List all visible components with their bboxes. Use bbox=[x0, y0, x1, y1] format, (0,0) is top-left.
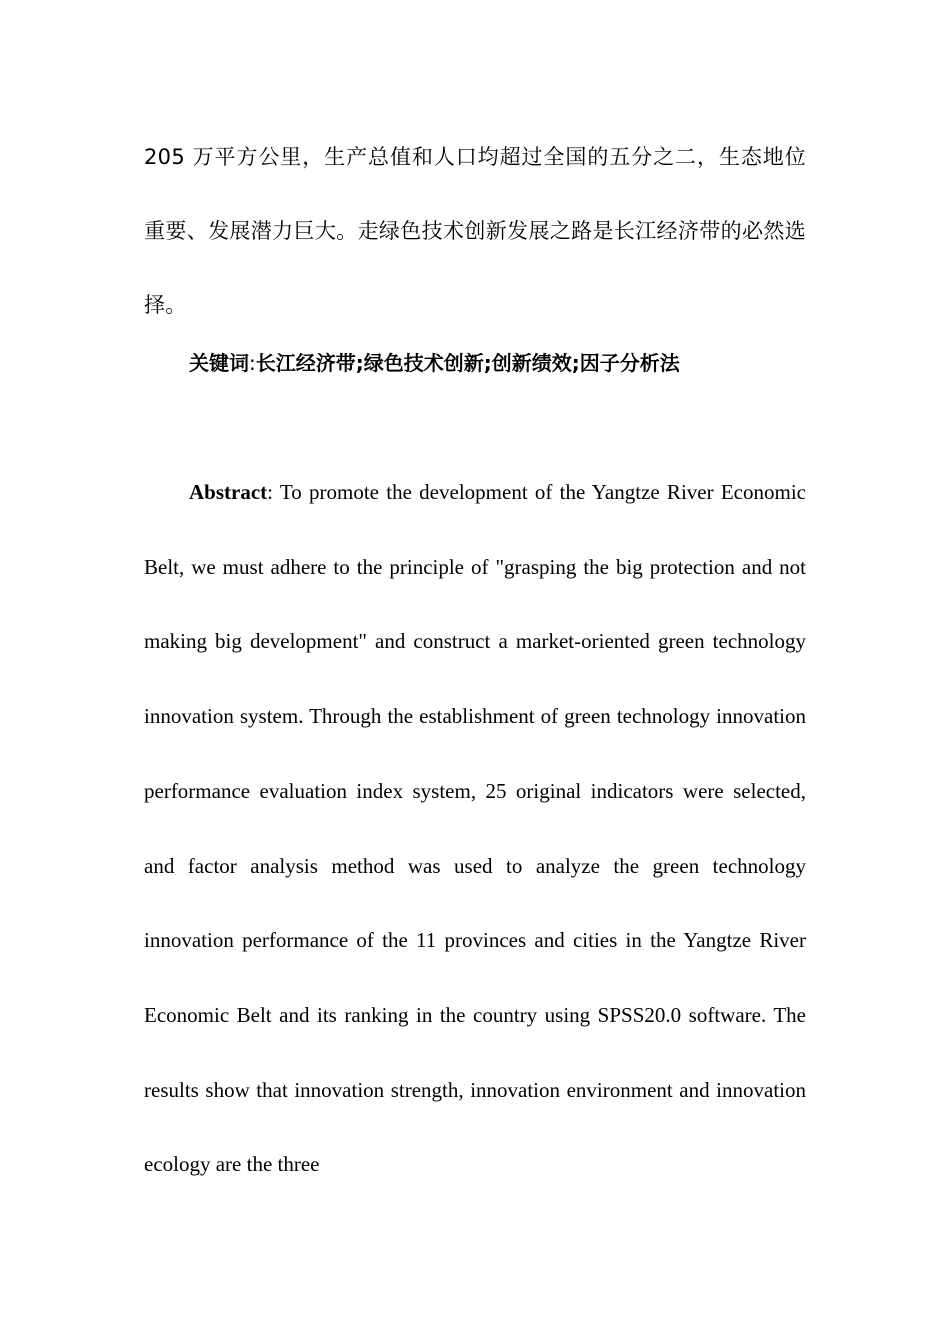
abstract-label: Abstract bbox=[189, 480, 268, 504]
abstract-paragraph bbox=[144, 455, 806, 1202]
keywords-label: 关键词 bbox=[189, 351, 249, 375]
abstract-separator: : bbox=[267, 480, 280, 504]
keywords-line bbox=[144, 347, 829, 379]
document-page bbox=[144, 120, 806, 1177]
keywords-separator: : bbox=[249, 351, 256, 375]
chinese-body-paragraph: 205 万平方公里，生产总值和人口均超过全国的五分之二，生态地位重要、发展潜力巨大。走绿色技术创新发展之路是长江经济带的必然选择。 bbox=[144, 145, 806, 317]
abstract-text: To promote the development of the Yangtze River Economic Belt, we must adhere to the principle of "grasping the big protection and not making big development" and construct a market-oriented green technology innovation system. Through the establishment of green technology innovation performance evaluation index system, 25 original indicators were selected, and factor analysis method was used to analyze the green technology innovation performance of the 11 provinces and cities in the Yangtze River Economic Belt and its ranking in the country using SPSS20.0 software. The results show that innovation strength, innovation environment and innovation ecology are the three bbox=[144, 480, 806, 1177]
keywords-value: 长江经济带;绿色技术创新;创新绩效;因子分析法 bbox=[255, 351, 680, 375]
